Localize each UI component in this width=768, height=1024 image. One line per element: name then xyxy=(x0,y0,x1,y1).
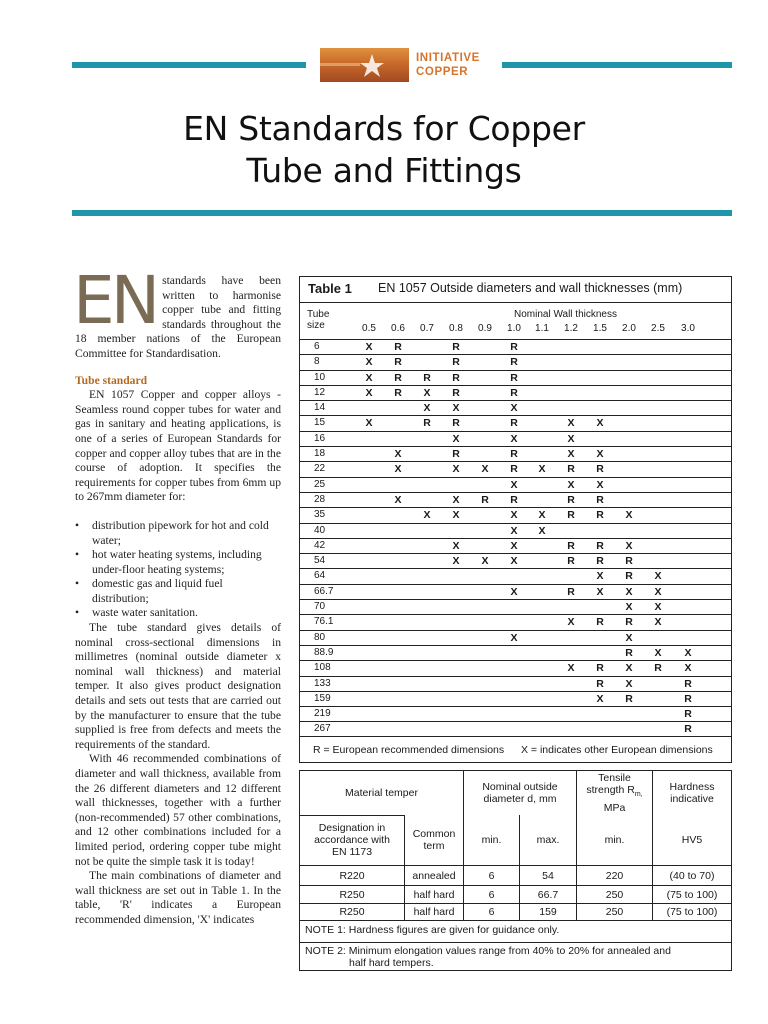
hv5-header: HV5 xyxy=(681,834,703,846)
other-mark: X xyxy=(510,631,518,644)
designation-header: Designation in accordance with EN 1173 xyxy=(314,822,390,858)
recommended-mark: R xyxy=(625,555,633,568)
tube-size-cell: 15 xyxy=(314,417,326,429)
tube-size-cell: 18 xyxy=(314,448,326,460)
other-mark: X xyxy=(365,386,373,399)
recommended-mark: R xyxy=(596,662,604,675)
tensile-header-subscript: m, xyxy=(634,791,643,799)
table-2-cell-designation: R220 xyxy=(339,869,365,882)
table-2-cell-max: 159 xyxy=(539,906,557,918)
recommended-mark: R xyxy=(684,677,692,690)
table-row xyxy=(300,431,731,446)
drop-cap: EN xyxy=(73,262,157,339)
copper-star-icon xyxy=(320,48,409,82)
legend-recommended: R = European recommended dimensions xyxy=(313,744,505,756)
table-2-cell-designation: R250 xyxy=(339,888,365,901)
other-mark: X xyxy=(625,601,633,614)
hardness-header: Hardness indicative xyxy=(669,781,715,805)
table-row xyxy=(300,630,731,645)
bullet-list xyxy=(75,519,281,621)
recommended-mark: R xyxy=(510,341,518,353)
title-line-1: EN Standards for Copper xyxy=(183,109,585,148)
recommended-mark: R xyxy=(510,493,518,506)
recommended-mark: R xyxy=(596,677,604,690)
other-mark: X xyxy=(596,585,604,598)
paragraph-4: The main combinations of diameter and wall thickness are set out in Table 1. In the table, 'R' indicates a European recommended dimension, 'X' indicates xyxy=(75,869,281,926)
max-header: max. xyxy=(536,834,560,846)
recommended-mark: R xyxy=(654,662,662,675)
other-mark: X xyxy=(481,463,489,476)
thickness-header: 0.9 xyxy=(478,323,492,334)
other-mark: X xyxy=(510,539,518,552)
tube-size-cell: 80 xyxy=(314,631,326,643)
tube-size-cell: 42 xyxy=(314,539,326,551)
recommended-mark: R xyxy=(596,493,604,506)
legend-other: X = indicates other European dimensions xyxy=(521,744,713,756)
recommended-mark: R xyxy=(596,509,604,522)
nominal-od-header: Nominal outside diameter d, mm xyxy=(482,781,558,805)
other-mark: X xyxy=(452,539,460,552)
other-mark: X xyxy=(567,417,575,430)
recommended-mark: R xyxy=(625,570,633,583)
other-mark: X xyxy=(394,493,402,506)
tube-size-cell: 219 xyxy=(314,708,331,720)
table-1-label: Table 1 xyxy=(308,281,352,296)
other-mark: X xyxy=(596,692,604,705)
other-mark: X xyxy=(452,463,460,476)
recommended-mark: R xyxy=(625,692,633,705)
other-mark: X xyxy=(538,509,546,522)
logo-wordmark xyxy=(416,51,480,79)
recommended-mark: R xyxy=(452,356,460,369)
top-rule-left xyxy=(72,62,306,68)
recommended-mark: R xyxy=(567,539,575,552)
tensile-header-line-2 xyxy=(586,784,642,801)
recommended-mark: R xyxy=(684,723,692,736)
table-row xyxy=(300,660,731,675)
table-row xyxy=(300,676,731,691)
other-mark: X xyxy=(452,493,460,506)
other-mark: X xyxy=(423,509,431,522)
note-2-line-1: NOTE 2: Minimum elongation values range from 40% to 20% for annealed and xyxy=(305,945,671,957)
tensile-header-line-1: Tensile xyxy=(598,772,631,785)
table-2-cell-max: 66.7 xyxy=(537,888,559,901)
table-row xyxy=(300,339,731,354)
other-mark: X xyxy=(596,478,604,491)
table-1-header xyxy=(300,277,731,303)
recommended-mark: R xyxy=(596,616,604,629)
tube-size-cell: 8 xyxy=(314,356,320,368)
recommended-mark: R xyxy=(423,371,431,384)
thickness-header: 0.7 xyxy=(420,323,434,334)
tube-size-cell: 76.1 xyxy=(314,616,334,628)
recommended-mark: R xyxy=(567,555,575,568)
tube-size-cell: 66.7 xyxy=(314,585,334,597)
tube-size-cell: 64 xyxy=(314,570,326,582)
tube-size-cell: 12 xyxy=(314,386,326,398)
other-mark: X xyxy=(567,448,575,461)
other-mark: X xyxy=(394,463,402,476)
other-mark: X xyxy=(452,432,460,445)
other-mark: X xyxy=(654,570,662,583)
other-mark: X xyxy=(510,402,518,415)
table-row xyxy=(300,354,731,369)
recommended-mark: R xyxy=(596,463,604,476)
note-1: NOTE 1: Hardness figures are given for guidance only. xyxy=(305,924,560,936)
common-term-header: Common term xyxy=(412,828,456,852)
note-2-line-2: half hard tempers. xyxy=(349,957,434,969)
other-mark: X xyxy=(510,509,518,522)
other-mark: X xyxy=(394,448,402,461)
other-mark: X xyxy=(510,524,518,537)
table-row xyxy=(300,477,731,492)
table-2-cell-max: 54 xyxy=(542,869,554,882)
table-row xyxy=(300,645,731,660)
table-2-cell-tensile: 220 xyxy=(605,869,624,882)
thickness-header: 2.0 xyxy=(622,323,636,334)
tube-size-label xyxy=(307,309,329,331)
title-rule xyxy=(72,210,732,216)
thickness-header: 3.0 xyxy=(681,323,695,334)
recommended-mark: R xyxy=(510,417,518,430)
other-mark: X xyxy=(596,448,604,461)
table-2-cell-term: half hard xyxy=(413,888,455,901)
table-1-caption: EN 1057 Outside diameters and wall thicknesses (mm) xyxy=(378,281,683,295)
table-row xyxy=(300,492,731,507)
paragraph-1: EN 1057 Copper and copper alloys - Seamless round copper tubes for water and gas in sanitary and heating applications, is one of a series of European Standards for copper and copper alloy tubes that are in the course of adoption. It specifies the requirements for copper tubes from 6mm up to 267mm diameter for: xyxy=(75,388,281,504)
other-mark: X xyxy=(567,478,575,491)
section-heading: Tube standard xyxy=(75,373,148,387)
paragraph-2: The tube standard gives details of nominal cross-sectional dimensions in millimetres (nominal outside diameter x nominal wall thickness) and material temper. It also gives product designation details and sets out tests that are carried out by the manufacturer to ensure that the tube supplied is free from defects and meets the requirements of the standard. xyxy=(75,621,281,751)
table-row xyxy=(300,446,731,461)
logo-line-2: COPPER xyxy=(416,66,469,78)
intro-paragraph xyxy=(73,262,281,362)
recommended-mark: R xyxy=(596,539,604,552)
other-mark: X xyxy=(538,524,546,537)
tube-size-cell: 70 xyxy=(314,601,326,613)
recommended-mark: R xyxy=(596,555,604,568)
table-2-cell-hardness: (40 to 70) xyxy=(669,869,715,882)
table-2 xyxy=(299,770,732,971)
tube-size-cell: 267 xyxy=(314,723,331,735)
other-mark: X xyxy=(567,662,575,675)
other-mark: X xyxy=(365,371,373,384)
tube-size-cell: 108 xyxy=(314,662,331,674)
table-1-body xyxy=(300,339,731,737)
other-mark: X xyxy=(452,555,460,568)
tube-label-line-2: size xyxy=(307,320,325,331)
table-2-cell-min: 6 xyxy=(488,869,495,882)
tube-size-cell: 88.9 xyxy=(314,646,334,658)
bullet-item: • waste water sanitation. xyxy=(75,606,281,621)
table-1-column-headers xyxy=(300,303,731,339)
other-mark: X xyxy=(423,386,431,399)
other-mark: X xyxy=(365,341,373,353)
other-mark: X xyxy=(654,616,662,629)
recommended-mark: R xyxy=(684,692,692,705)
table-row xyxy=(300,691,731,706)
recommended-mark: R xyxy=(567,509,575,522)
logo-line-1: INITIATIVE xyxy=(416,52,480,64)
tensile-header-line-2-main: strength R xyxy=(586,784,635,797)
table-2-cell-tensile: 250 xyxy=(605,888,624,901)
recommended-mark: R xyxy=(481,493,489,506)
table-row xyxy=(300,400,731,415)
initiative-copper-logo xyxy=(320,48,498,82)
table-row xyxy=(300,461,731,476)
material-temper-header: Material temper xyxy=(345,787,418,799)
tube-size-cell: 133 xyxy=(314,677,331,689)
tube-size-cell: 35 xyxy=(314,509,326,521)
tube-size-cell: 159 xyxy=(314,692,331,704)
thickness-header: 0.6 xyxy=(391,323,405,334)
recommended-mark: R xyxy=(394,371,402,384)
other-mark: X xyxy=(423,402,431,415)
table-row xyxy=(300,385,731,400)
other-mark: X xyxy=(510,555,518,568)
other-mark: X xyxy=(625,585,633,598)
title-line-2: Tube and Fittings xyxy=(246,151,522,190)
thickness-header: 2.5 xyxy=(651,323,665,334)
tensile-header xyxy=(577,771,652,815)
recommended-mark: R xyxy=(510,371,518,384)
table-1-legend xyxy=(300,736,731,762)
other-mark: X xyxy=(684,662,692,675)
table-2-cell-min: 6 xyxy=(488,906,495,918)
table-row xyxy=(300,553,731,568)
recommended-mark: R xyxy=(452,386,460,399)
paragraph-3: With 46 recommended combinations of diameter and wall thickness, available from the 26 different diameters and 12 different wall thicknesses, together with a further (non-recommended) 57 other combinations, and 12 other combinations included for a limited period, ordering copper tube might not be quite the simple task it is today! xyxy=(75,752,281,868)
recommended-mark: R xyxy=(567,493,575,506)
table-row xyxy=(300,415,731,430)
table-2-cell-tensile: 250 xyxy=(605,906,624,918)
min-header: min. xyxy=(481,834,502,846)
other-mark: X xyxy=(625,539,633,552)
top-rule-right xyxy=(502,62,732,68)
wall-thickness-label: Nominal Wall thickness xyxy=(514,309,617,320)
table-row xyxy=(300,614,731,629)
recommended-mark: R xyxy=(567,585,575,598)
tensile-header-line-3: MPa xyxy=(603,801,626,814)
other-mark: X xyxy=(365,417,373,430)
recommended-mark: R xyxy=(510,463,518,476)
recommended-mark: R xyxy=(452,448,460,461)
note-2 xyxy=(305,945,671,969)
other-mark: X xyxy=(567,616,575,629)
table-2-cell-designation: R250 xyxy=(339,906,365,918)
recommended-mark: R xyxy=(423,417,431,430)
tube-size-cell: 10 xyxy=(314,371,326,383)
tube-size-cell: 14 xyxy=(314,402,326,414)
other-mark: X xyxy=(510,478,518,491)
thickness-header: 0.5 xyxy=(362,323,376,334)
thickness-header: 1.2 xyxy=(564,323,578,334)
tube-size-cell: 6 xyxy=(314,341,320,352)
other-mark: X xyxy=(481,555,489,568)
thickness-header: 1.1 xyxy=(535,323,549,334)
thickness-header: 1.0 xyxy=(507,323,521,334)
recommended-mark: R xyxy=(394,386,402,399)
other-mark: X xyxy=(538,463,546,476)
tube-size-cell: 28 xyxy=(314,493,326,505)
recommended-mark: R xyxy=(625,616,633,629)
table-row xyxy=(300,568,731,583)
recommended-mark: R xyxy=(510,448,518,461)
recommended-mark: R xyxy=(684,708,692,721)
recommended-mark: R xyxy=(452,341,460,353)
recommended-mark: R xyxy=(394,356,402,369)
table-2-cell-min: 6 xyxy=(488,888,495,901)
other-mark: X xyxy=(452,509,460,522)
thickness-header: 1.5 xyxy=(593,323,607,334)
tube-size-cell: 16 xyxy=(314,432,326,444)
thickness-header: 0.8 xyxy=(449,323,463,334)
table-row xyxy=(300,538,731,553)
recommended-mark: R xyxy=(394,341,402,353)
recommended-mark: R xyxy=(452,417,460,430)
article-column xyxy=(73,262,281,928)
tensile-min-header: min. xyxy=(604,834,625,846)
other-mark: X xyxy=(684,646,692,659)
other-mark: X xyxy=(625,677,633,690)
tube-size-cell: 54 xyxy=(314,555,326,567)
other-mark: X xyxy=(625,509,633,522)
table-row xyxy=(300,584,731,599)
table-2-cell-hardness: (75 to 100) xyxy=(666,888,718,901)
other-mark: X xyxy=(596,417,604,430)
other-mark: X xyxy=(625,631,633,644)
other-mark: X xyxy=(654,585,662,598)
bullet-item: • hot water heating systems, including under-floor heating systems; xyxy=(75,548,281,577)
page-title xyxy=(0,108,768,192)
other-mark: X xyxy=(567,432,575,445)
table-row xyxy=(300,523,731,538)
tube-size-cell: 22 xyxy=(314,463,326,475)
tube-size-cell: 40 xyxy=(314,524,326,536)
tube-size-cell: 25 xyxy=(314,478,326,490)
recommended-mark: R xyxy=(567,463,575,476)
table-row xyxy=(300,599,731,614)
recommended-mark: R xyxy=(510,386,518,399)
bullet-item: • distribution pipework for hot and cold water; xyxy=(75,519,281,548)
recommended-mark: R xyxy=(625,646,633,659)
table-row xyxy=(300,721,731,736)
table-2-cell-term: half hard xyxy=(413,906,455,918)
other-mark: X xyxy=(365,356,373,369)
table-2-cell-term: annealed xyxy=(412,869,456,882)
bullet-item: • domestic gas and liquid fuel distribution; xyxy=(75,577,281,606)
table-row xyxy=(300,706,731,721)
table-1 xyxy=(299,276,732,763)
table-2-cell-hardness: (75 to 100) xyxy=(666,906,718,918)
table-row xyxy=(300,507,731,522)
table-row xyxy=(300,370,731,385)
other-mark: X xyxy=(654,646,662,659)
tube-label-line-1: Tube xyxy=(307,309,330,320)
other-mark: X xyxy=(596,570,604,583)
other-mark: X xyxy=(510,585,518,598)
intro-text: standards have been written to harmonise copper tube and fitting standards throughout the 18 member nations of the European Committee for Standardisation. xyxy=(75,274,281,360)
other-mark: X xyxy=(510,432,518,445)
other-mark: X xyxy=(654,601,662,614)
recommended-mark: R xyxy=(452,371,460,384)
other-mark: X xyxy=(452,402,460,415)
other-mark: X xyxy=(625,662,633,675)
recommended-mark: R xyxy=(510,356,518,369)
